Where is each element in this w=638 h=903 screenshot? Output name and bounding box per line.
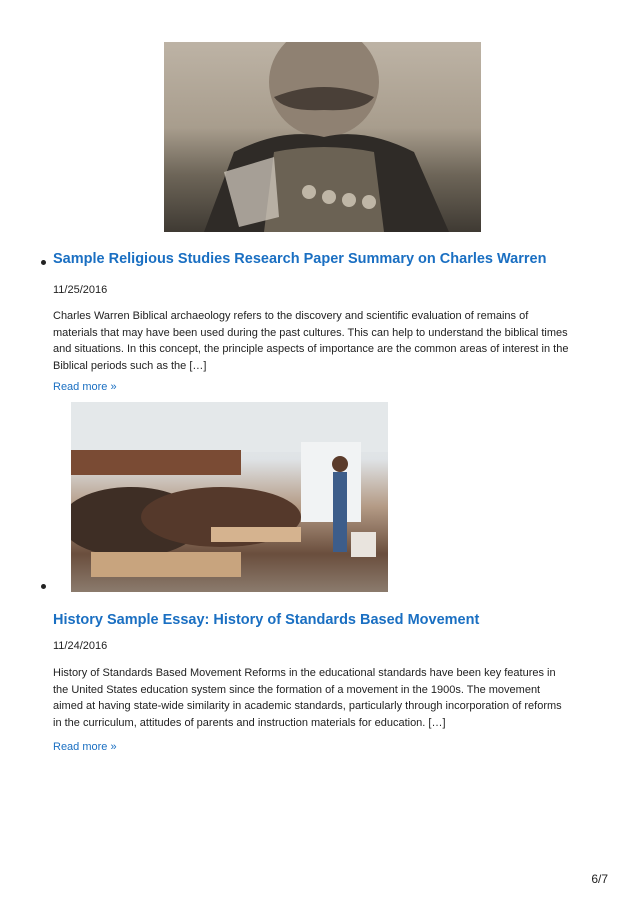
read-more-link[interactable]: Read more » <box>53 381 117 393</box>
summary-line: materials that may have been used during the past cultures. This can help to understand the biblical times <box>53 326 568 339</box>
article-date: 11/24/2016 <box>53 640 108 652</box>
article-date: 11/25/2016 <box>53 284 108 296</box>
list-bullet <box>41 584 46 589</box>
page-number: 6/7 <box>591 872 608 886</box>
summary-line: the United States education system since the formation of a movement in the 1900s. The movement <box>53 683 541 696</box>
summary-line: Charles Warren Biblical archaeology refers to the discovery and scientific evaluation of remains of <box>53 310 529 322</box>
summary-line: aimed at having state-wide similarity in academic standards, particularly through incorporation of reforms <box>53 700 562 712</box>
article-title-link[interactable]: Sample Religious Studies Research Paper Summary on Charles Warren <box>53 251 547 267</box>
summary-line: Biblical periods such as the […] <box>53 359 207 372</box>
list-bullet <box>41 260 46 265</box>
summary-line: in the curriculum, attitudes of parents and instruction materials for education. […] <box>53 716 446 729</box>
article-summary <box>53 308 593 374</box>
article-title-link[interactable]: History Sample Essay: History of Standards Based Movement <box>53 612 480 628</box>
classroom-image <box>71 402 388 592</box>
article-summary <box>53 665 593 731</box>
charles-warren-portrait-image <box>164 42 481 232</box>
summary-line: History of Standards Based Movement Reforms in the educational standards have been key features in <box>53 667 556 679</box>
read-more-link[interactable]: Read more » <box>53 741 117 753</box>
summary-line: and situations. In this concept, the principle aspects of importance are the common areas of interest in the <box>53 343 569 355</box>
